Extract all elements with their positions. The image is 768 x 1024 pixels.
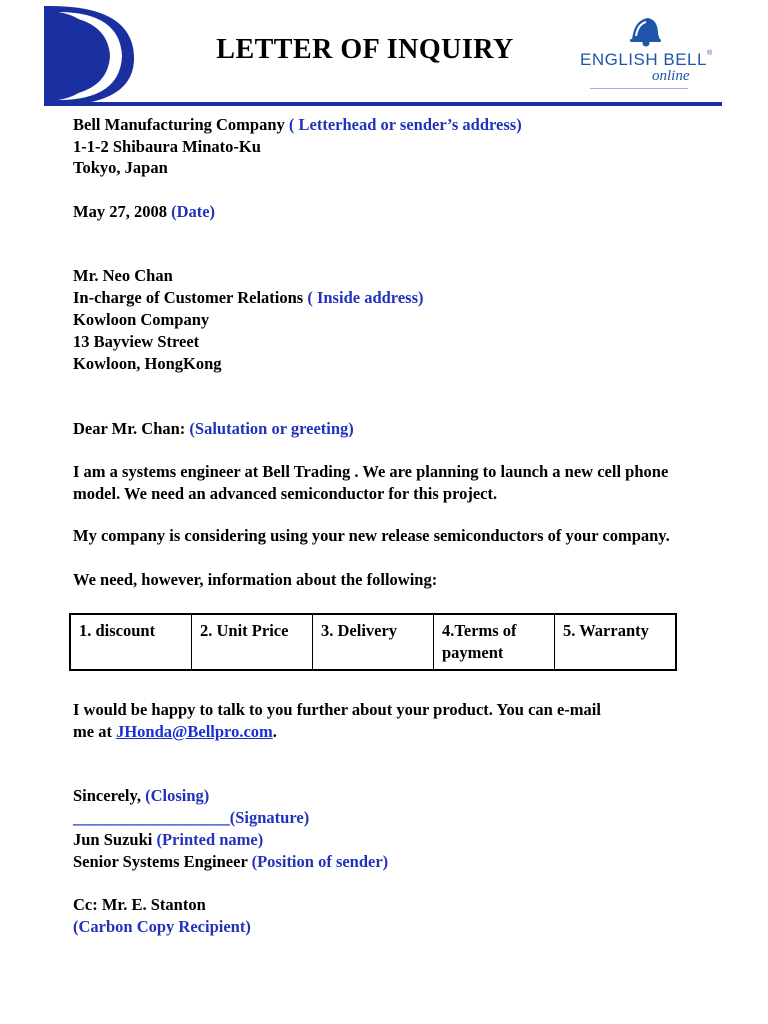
english-bell-logo: [576, 14, 716, 92]
body-p2: My company is considering using your new release semiconductors of your company.: [73, 526, 670, 545]
recipient-street: 13 Bayview Street: [73, 332, 200, 351]
brand-subtitle: online: [652, 68, 690, 84]
position-line: [73, 851, 388, 873]
recipient-city: Kowloon, HongKong: [73, 354, 222, 373]
sender-company: Bell Manufacturing Company: [73, 115, 289, 134]
signature-line: [73, 807, 309, 829]
contact-line-1: I would be happy to talk to you further about your product. You can e-mail: [73, 700, 601, 719]
header-rule: [44, 102, 722, 106]
sender-address-2: Tokyo, Japan: [73, 158, 168, 177]
cc-note: (Carbon Copy Recipient): [73, 917, 251, 936]
position-note: (Position of sender): [251, 852, 389, 871]
contact-suffix: .: [272, 722, 277, 741]
brand-underline: [590, 88, 688, 89]
salutation-note: (Salutation or greeting): [189, 419, 354, 438]
sender-note: ( Letterhead or sender’s address): [288, 115, 522, 134]
contact-line-2: [73, 721, 277, 743]
info-cell-discount: 1. discount: [71, 615, 192, 669]
position-text: Senior Systems Engineer: [73, 852, 252, 871]
date-line: [73, 201, 215, 223]
sender-address-1: 1-1-2 Shibaura Minato-Ku: [73, 137, 261, 156]
signature-note: (Signature): [229, 808, 310, 827]
bell-icon: [626, 14, 662, 48]
contact-prefix: me at: [73, 722, 117, 741]
body-p1-line1: I am a systems engineer at Bell Trading . We are planning to launch a new cell phone: [73, 462, 669, 481]
salutation-line: [73, 418, 354, 440]
printed-name: Jun Suzuki: [73, 830, 157, 849]
closing-note: (Closing): [145, 786, 210, 805]
closing-text: Sincerely,: [73, 786, 146, 805]
salutation-text: Dear Mr. Chan:: [73, 419, 190, 438]
recipient-name: Mr. Neo Chan: [73, 266, 173, 285]
body-p1-line2: model. We need an advanced semiconductor for this project.: [73, 484, 498, 503]
sender-company-line: [73, 114, 522, 136]
recipient-company: Kowloon Company: [73, 310, 210, 329]
page-title: LETTER OF INQUIRY: [216, 34, 514, 65]
info-table: [69, 613, 677, 671]
date-value: May 27, 2008: [73, 202, 172, 221]
printed-name-note: (Printed name): [156, 830, 264, 849]
info-cell-terms: 4.Terms of payment: [434, 615, 555, 669]
cc-line: Cc: Mr. E. Stanton: [73, 895, 206, 914]
body-p3: We need, however, information about the following:: [73, 570, 438, 589]
info-cell-unit-price: 2. Unit Price: [192, 615, 313, 669]
recipient-note: ( Inside address): [307, 288, 424, 307]
brand-name: ENGLISH BELL®: [580, 50, 713, 69]
recipient-role: In-charge of Customer Relations: [73, 288, 308, 307]
closing-line: [73, 785, 209, 807]
info-cell-warranty: 5. Warranty: [563, 621, 649, 640]
email-link[interactable]: JHonda@Bellpro.com: [116, 722, 273, 741]
date-note: (Date): [171, 202, 216, 221]
signature-blank: ___________________: [73, 808, 230, 827]
info-cell-delivery: 3. Delivery: [313, 615, 434, 669]
recipient-role-line: [73, 287, 423, 309]
printed-name-line: [73, 829, 263, 851]
